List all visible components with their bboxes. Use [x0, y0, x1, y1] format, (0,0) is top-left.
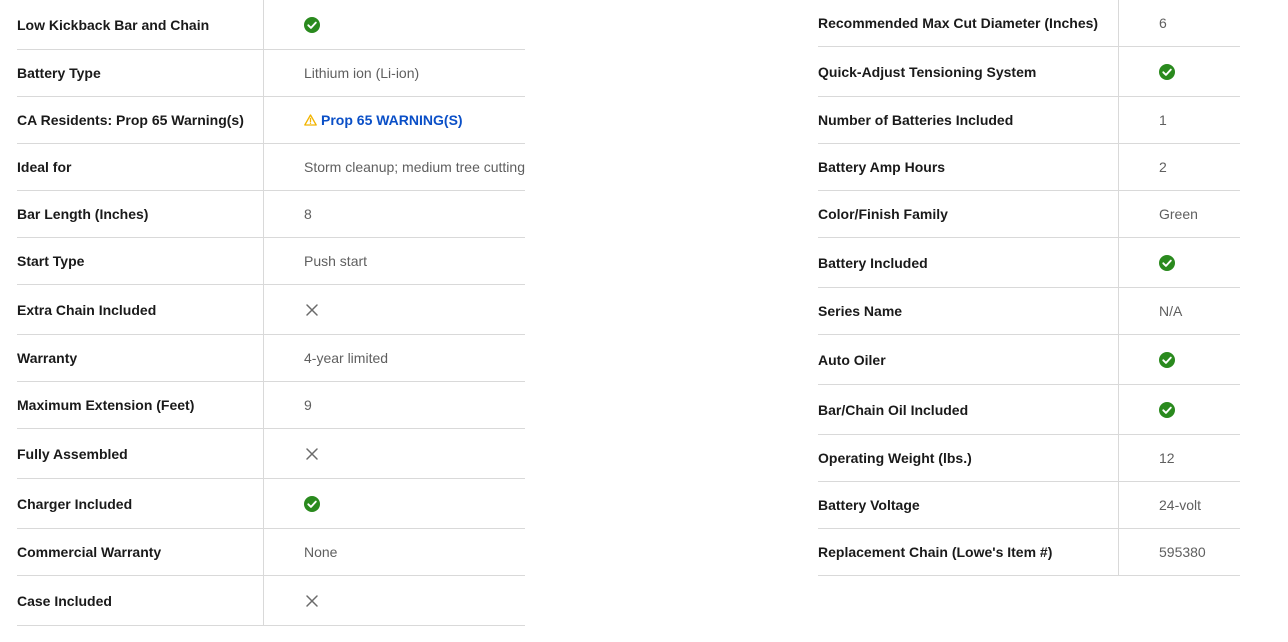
spec-row-battery-voltage	[818, 482, 1240, 529]
column-divider	[1118, 97, 1119, 143]
right-spec-table	[818, 0, 1240, 576]
column-divider	[1118, 435, 1119, 481]
spec-value	[1159, 385, 1240, 434]
spec-label: Maximum Extension (Feet)	[17, 397, 195, 413]
spec-row-low-kickback-bar-and-chain	[17, 0, 525, 50]
left-spec-table	[17, 0, 525, 626]
column-divider	[263, 191, 264, 237]
spec-label: Bar/Chain Oil Included	[818, 401, 969, 418]
column-divider	[263, 429, 264, 478]
spec-label: Fully Assembled	[17, 445, 128, 462]
checkmark-icon	[1159, 255, 1175, 271]
spec-row-replacement-chain-lowe-s-item	[818, 529, 1240, 576]
column-divider	[1118, 385, 1119, 434]
spec-row-color-finish-family	[818, 191, 1240, 238]
spec-label: Start Type	[17, 253, 85, 269]
spec-row-case-included	[17, 576, 525, 626]
column-divider	[1118, 335, 1119, 384]
prop65-warning-link[interactable]: Prop 65 WARNING(S)	[321, 112, 463, 128]
spec-value	[1159, 47, 1240, 96]
spec-row-battery-amp-hours	[818, 144, 1240, 191]
spec-label: Number of Batteries Included	[818, 112, 1014, 128]
spec-label: Battery Type	[17, 65, 101, 81]
spec-label: Battery Voltage	[818, 497, 920, 513]
spec-label: Charger Included	[17, 495, 133, 512]
spec-label: Low Kickback Bar and Chain	[17, 16, 210, 33]
spec-value: 4-year limited	[304, 350, 389, 366]
column-divider	[263, 238, 264, 284]
spec-value: 9	[304, 397, 312, 413]
column-divider	[1118, 288, 1119, 334]
spec-label: Battery Amp Hours	[818, 159, 946, 175]
spec-row-quick-adjust-tensioning-system	[818, 47, 1240, 97]
spec-value: Green	[1159, 206, 1198, 222]
spec-row-commercial-warranty	[17, 529, 525, 576]
cross-icon	[304, 446, 320, 462]
spec-label: Case Included	[17, 592, 112, 609]
column-divider	[1118, 144, 1119, 190]
spec-row-operating-weight-lbs	[818, 435, 1240, 482]
spec-row-ca-residents-prop-65-warning-s	[17, 97, 525, 144]
spec-row-series-name	[818, 288, 1240, 335]
spec-label: Series Name	[818, 303, 903, 319]
spec-label: Commercial Warranty	[17, 544, 162, 560]
column-divider	[263, 97, 264, 143]
spec-row-battery-included	[818, 238, 1240, 288]
spec-row-start-type	[17, 238, 525, 285]
cross-icon	[304, 593, 320, 609]
column-divider	[263, 576, 264, 625]
spec-label: Recommended Max Cut Diameter (Inches)	[818, 15, 1099, 31]
spec-value: Lithium ion (Li-ion)	[304, 65, 420, 81]
spec-label: Extra Chain Included	[17, 301, 157, 318]
checkmark-icon	[1159, 64, 1175, 80]
spec-label: CA Residents: Prop 65 Warning(s)	[17, 112, 244, 128]
spec-value: 8	[304, 206, 312, 222]
spec-value: 24-volt	[1159, 497, 1202, 513]
spec-value	[1159, 238, 1240, 287]
spec-label: Bar Length (Inches)	[17, 206, 149, 222]
spec-value	[304, 97, 525, 143]
spec-value: Storm cleanup; medium tree cutting	[304, 159, 525, 175]
spec-value: N/A	[1159, 303, 1183, 319]
spec-row-bar-length-inches	[17, 191, 525, 238]
spec-value	[304, 0, 525, 49]
spec-row-recommended-max-cut-diameter-inches	[818, 0, 1240, 47]
cross-icon	[304, 302, 320, 318]
column-divider	[1118, 191, 1119, 237]
spec-row-auto-oiler	[818, 335, 1240, 385]
column-divider	[263, 335, 264, 381]
spec-label: Color/Finish Family	[818, 206, 948, 222]
spec-label: Ideal for	[17, 159, 72, 175]
spec-value: 6	[1159, 15, 1167, 31]
column-divider	[263, 0, 264, 49]
spec-row-number-of-batteries-included	[818, 97, 1240, 144]
spec-value	[1159, 335, 1240, 384]
column-divider	[263, 529, 264, 575]
spec-value	[304, 285, 525, 334]
spec-row-maximum-extension-feet	[17, 382, 525, 429]
column-divider	[263, 50, 264, 96]
spec-label: Battery Included	[818, 254, 928, 271]
spec-row-battery-type	[17, 50, 525, 97]
spec-value	[304, 576, 525, 625]
column-divider	[1118, 529, 1119, 575]
spec-row-charger-included	[17, 479, 525, 529]
spec-label: Quick-Adjust Tensioning System	[818, 63, 1037, 80]
column-divider	[263, 285, 264, 334]
spec-value: None	[304, 544, 338, 560]
spec-value	[304, 479, 525, 528]
warning-icon	[304, 114, 317, 126]
spec-row-extra-chain-included	[17, 285, 525, 335]
column-divider	[263, 382, 264, 428]
checkmark-icon	[1159, 402, 1175, 418]
spec-label: Warranty	[17, 350, 78, 366]
spec-value: 1	[1159, 112, 1167, 128]
spec-row-bar-chain-oil-included	[818, 385, 1240, 435]
spec-label: Operating Weight (lbs.)	[818, 450, 972, 466]
spec-row-warranty	[17, 335, 525, 382]
spec-label: Auto Oiler	[818, 351, 886, 368]
column-divider	[1118, 0, 1119, 46]
spec-value: 2	[1159, 159, 1167, 175]
column-divider	[263, 144, 264, 190]
column-divider	[1118, 238, 1119, 287]
checkmark-icon	[304, 496, 320, 512]
column-divider	[1118, 47, 1119, 96]
spec-row-fully-assembled	[17, 429, 525, 479]
spec-value: 595380	[1159, 544, 1206, 560]
spec-label: Replacement Chain (Lowe's Item #)	[818, 544, 1053, 560]
spec-value	[304, 429, 525, 478]
spec-row-ideal-for	[17, 144, 525, 191]
spec-value: Push start	[304, 253, 368, 269]
spec-value: 12	[1159, 450, 1175, 466]
column-divider	[263, 479, 264, 528]
checkmark-icon	[304, 17, 320, 33]
column-divider	[1118, 482, 1119, 528]
checkmark-icon	[1159, 352, 1175, 368]
